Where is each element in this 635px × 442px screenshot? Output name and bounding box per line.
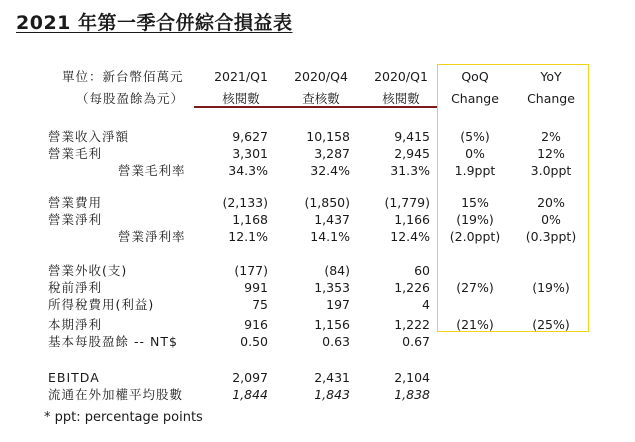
cell-2020q4: 10,158 [306,129,350,144]
cell-2020q1: 2,104 [394,370,430,385]
cell-2021q1: 75 [252,297,268,312]
table-row [0,194,635,211]
cell-yoy: 0% [541,212,561,227]
cell-2020q4: 1,437 [314,212,350,227]
row-label: 稅前淨利 [48,280,103,295]
cell-2020q4: (1,850) [304,195,350,210]
cell-2020q4: 1,843 [314,387,350,402]
cell-qoq: 15% [461,195,489,210]
cell-yoy: 3.0ppt [530,163,572,178]
table-row [0,316,635,333]
row-label: 基本每股盈餘 -- NT$ [48,334,178,349]
cell-qoq: 0% [465,146,485,161]
cell-2020q4: 32.4% [310,163,350,178]
row-label: 營業淨利率 [118,229,186,244]
table-row [0,145,635,162]
cell-yoy: (0.3ppt) [525,229,577,244]
cell-2020q4: 3,287 [314,146,350,161]
column-header-2020q1: 2020/Q1 核閱數 [374,69,428,106]
unit-label-line1: 單位：新台幣佰萬元 [62,69,184,84]
table-row [0,369,635,386]
column-header-yoy: YoY Change [527,69,575,106]
unit-label-line2: （每股盈餘為元） [76,91,185,106]
cell-2020q1: 31.3% [390,163,430,178]
cell-2021q1: (177) [234,263,268,278]
cell-2021q1: 1,168 [232,212,268,227]
cell-yoy: (19%) [532,280,570,295]
cell-2021q1: 3,301 [232,146,268,161]
table-row [0,386,635,403]
cell-2021q1: 9,627 [232,129,268,144]
row-label: EBITDA [48,370,100,385]
cell-2020q4: 2,431 [314,370,350,385]
table-row [0,262,635,279]
row-label: 流通在外加權平均股數 [48,387,184,402]
row-label: 營業毛利率 [118,163,186,178]
cell-2020q4: 0.63 [322,334,350,349]
cell-2021q1: 34.3% [228,163,268,178]
table-row [0,128,635,145]
cell-qoq: (21%) [456,317,494,332]
row-label: 本期淨利 [48,317,103,332]
page-title: 2021 年第一季合併綜合損益表 [16,12,293,34]
table-row [0,279,635,296]
cell-2021q1: 2,097 [232,370,268,385]
cell-2020q4: 1,156 [314,317,350,332]
row-label: 營業費用 [48,195,103,210]
row-label: 營業外收(支) [48,263,128,278]
cell-2020q1: 1,226 [394,280,430,295]
table-row [0,296,635,313]
cell-2020q4: 14.1% [310,229,350,244]
cell-yoy: (25%) [532,317,570,332]
cell-qoq: (27%) [456,280,494,295]
cell-qoq: (5%) [460,129,490,144]
unit-label [62,66,184,110]
table-row [0,228,635,245]
cell-yoy: 2% [541,129,561,144]
cell-2021q1: 991 [244,280,268,295]
footnote: * ppt: percentage points [44,410,203,425]
cell-qoq: 1.9ppt [454,163,496,178]
cell-yoy: 20% [537,195,565,210]
cell-2021q1: 1,844 [232,387,268,402]
cell-yoy: 12% [537,146,565,161]
table-row [0,162,635,179]
table-row [0,333,635,350]
cell-2020q4: 1,353 [314,280,350,295]
header-underline [194,106,437,108]
cell-2020q4: (84) [324,263,350,278]
cell-2020q1: 9,415 [394,129,430,144]
cell-2021q1: 916 [244,317,268,332]
column-header-2020q4: 2020/Q4 查核數 [294,69,348,106]
cell-2020q1: 60 [414,263,430,278]
cell-2020q1: 1,166 [394,212,430,227]
cell-2020q1: 0.67 [402,334,430,349]
cell-2020q1: 4 [422,297,430,312]
cell-qoq: (19%) [456,212,494,227]
cell-2021q1: 12.1% [228,229,268,244]
cell-2020q1: 2,945 [394,146,430,161]
cell-2020q1: (1,779) [384,195,430,210]
cell-2021q1: (2,133) [222,195,268,210]
cell-2020q4: 197 [326,297,350,312]
column-header-qoq: QoQ Change [451,69,499,106]
row-label: 營業毛利 [48,146,103,161]
cell-2020q1: 1,838 [394,387,430,402]
row-label: 營業淨利 [48,212,103,227]
cell-qoq: (2.0ppt) [449,229,501,244]
cell-2021q1: 0.50 [240,334,268,349]
table-row [0,211,635,228]
cell-2020q1: 12.4% [390,229,430,244]
row-label: 所得稅費用(利益) [48,297,155,312]
row-label: 營業收入淨額 [48,129,130,144]
cell-2020q1: 1,222 [394,317,430,332]
column-header-2021q1: 2021/Q1 核閱數 [214,69,268,106]
